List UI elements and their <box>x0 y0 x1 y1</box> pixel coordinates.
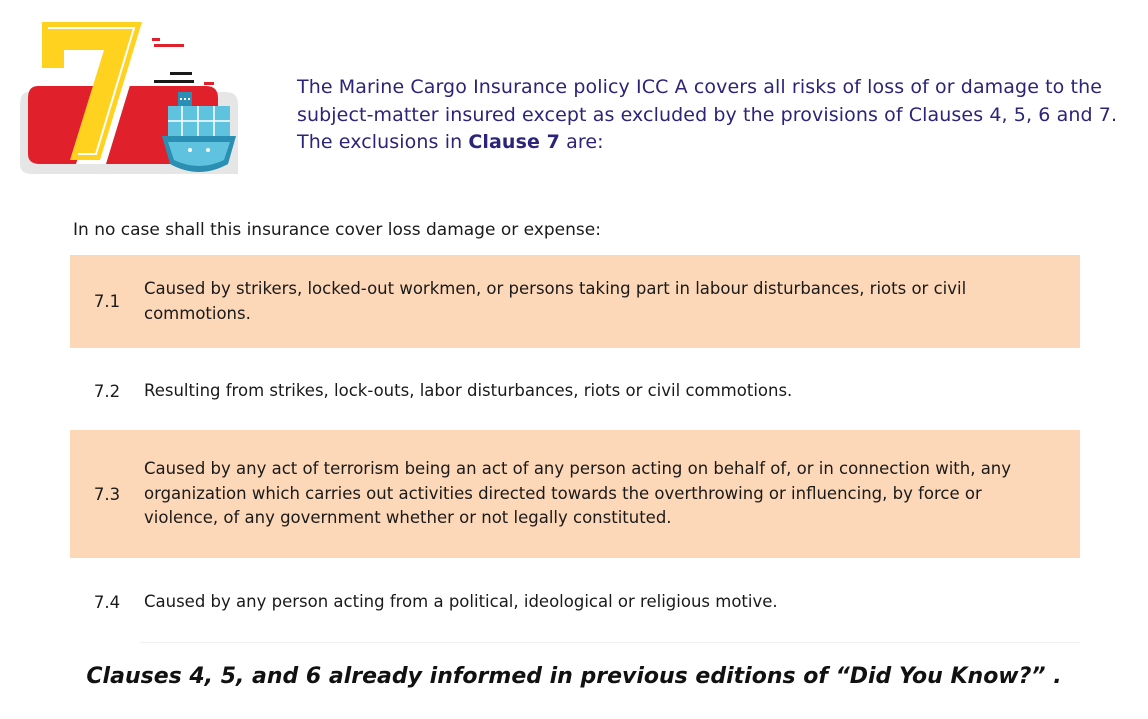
clause-7-logo <box>18 14 248 184</box>
footer-note: Clauses 4, 5, and 6 already informed in previous editions of “Did You Know?” . <box>86 664 1062 689</box>
intro-paragraph <box>297 74 1127 157</box>
exclusions-lead: In no case shall this insurance cover loss damage or expense: <box>73 220 601 240</box>
divider <box>140 642 1080 643</box>
intro-text: The Marine Cargo Insurance policy ICC A covers all risks of loss of or damage to the subject-matter insured except as excluded by the provisions of Clauses 4, 5, 6 and 7. The exclusions in <box>297 76 1118 153</box>
intro-text-end: are: <box>560 131 604 153</box>
clause-text: Caused by any act of terrorism being an act of any person acting on behalf of, or in connection with, any organization which carries out activities directed towards the overthrowing or influencing, by force or violence, of any government whether or not legally constituted. <box>144 459 1012 528</box>
clause-number: 7.3 <box>93 484 121 504</box>
clause-text: Resulting from strikes, lock-outs, labor disturbances, riots or civil commotions. <box>144 380 793 400</box>
clause-number: 7.4 <box>93 592 121 612</box>
clause-row-7-1 <box>70 255 1080 348</box>
clause-text: Caused by any person acting from a political, ideological or religious motive. <box>144 591 778 611</box>
clause-number: 7.1 <box>93 292 121 311</box>
clause-number: 7.2 <box>93 381 121 401</box>
clause-row-7-4 <box>70 581 1080 623</box>
clause-row-7-2 <box>70 370 1080 412</box>
clause-7-illustration <box>18 14 248 184</box>
clause-row-7-3 <box>70 430 1080 558</box>
intro-bold-clause: Clause 7 <box>468 131 560 153</box>
clause-text: Caused by strikers, locked-out workmen, or persons taking part in labour disturbances, riots or civil commotions. <box>144 279 967 323</box>
